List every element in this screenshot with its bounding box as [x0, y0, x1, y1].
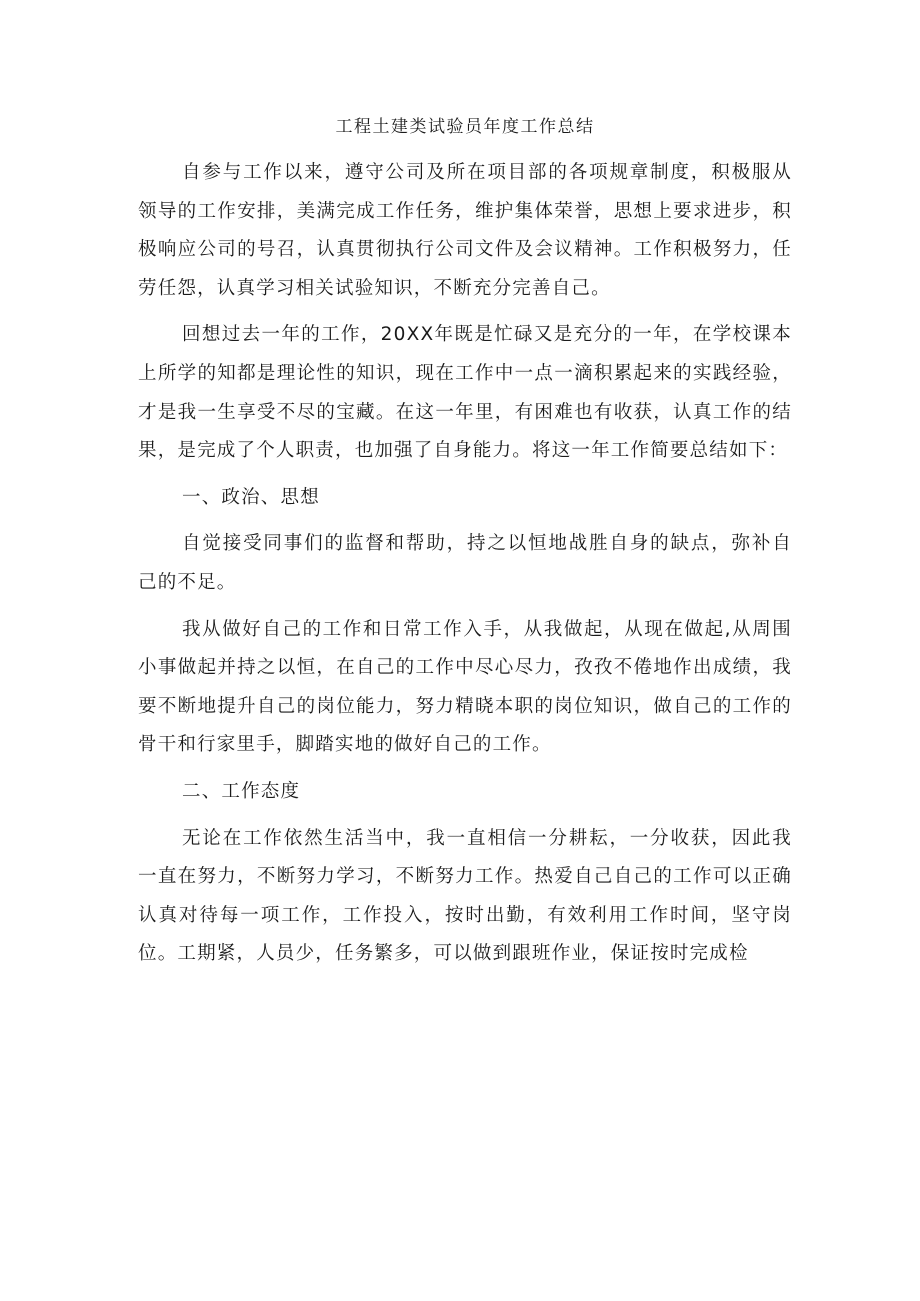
section-heading-politics: 一、政治、思想: [182, 486, 320, 508]
document-body: [138, 112, 792, 974]
intro-paragraph-1: 自参与工作以来，遵守公司及所在项目部的各项规章制度，积极服从领导的工作安排，美满完成工作任务，维护集体荣誉，思想上要求进步，积极响应公司的号召，认真贯彻执行公司文件及会议精神。工作积极努力，任劳任怨，认真学习相关试验知识，不断充分完善自己。: [138, 162, 792, 299]
attitude-paragraph-1: 无论在工作依然生活当中，我一直相信一分耕耘，一分收获，因此我一直在努力，不断努力学习，不断努力工作。热爱自己自己的工作可以正确认真对待每一项工作，工作投入，按时出勤，有效利用工作时间，坚守岗位。工期紧，人员少，任务繁多，可以做到跟班作业，保证按时完成检: [138, 827, 792, 965]
section-heading-attitude: 二、工作态度: [182, 780, 301, 802]
politics-paragraph-1: 自觉接受同事们的监督和帮助，持之以恒地战胜自身的缺点，弥补自己的不足。: [138, 533, 792, 593]
document-title: 工程土建类试验员年度工作总结: [335, 117, 595, 137]
politics-paragraph-2: 我从做好自己的工作和日常工作入手，从我做起，从现在做起,从周围小事做起并持之以恒，在自己的工作中尽心尽力，孜孜不倦地作出成绩，我要不断地提升自己的岗位能力，努力精晓本职的岗位知识，做自己的工作的骨干和行家里手，脚踏实地的做好自己的工作。: [138, 618, 792, 756]
intro-paragraph-2: 回想过去一年的工作，20XX年既是忙碌又是充分的一年，在学校课本上所学的知都是理论性的知识，现在工作中一点一滴积累起来的实践经验，才是我一生享受不尽的宝藏。在这一年里，有困难也有收获，认真工作的结果，是完成了个人职责，也加强了自身能力。将这一年工作简要总结如下：: [138, 324, 792, 462]
